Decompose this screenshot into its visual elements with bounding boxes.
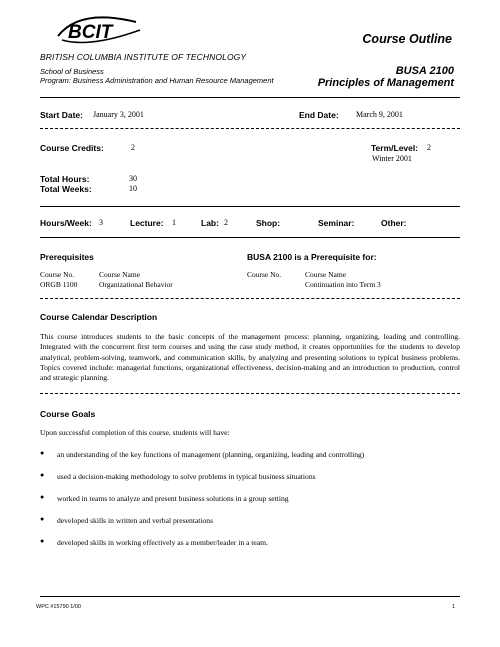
description-title: Course Calendar Description: [40, 312, 158, 322]
other-label: Other:: [381, 218, 407, 228]
description-divider: [40, 393, 460, 394]
page-number: 1: [452, 604, 456, 610]
total-weeks-value: 10: [129, 184, 137, 193]
prereq-col-name: Course Name: [99, 270, 141, 279]
goal-item: developed skills in working effectively as a member/leader in a team.: [57, 538, 268, 547]
prereq-course-name: Organizational Behavior: [99, 280, 173, 289]
start-date-value: January 3, 2001: [93, 110, 144, 119]
credits-value: 2: [131, 143, 135, 152]
goal-item: used a decision-making methodology to solve problems in typical business situations: [57, 472, 316, 481]
institute-name: BRITISH COLUMBIA INSTITUTE OF TECHNOLOGY: [40, 52, 247, 62]
description-text: This course introduces students to the basic concepts of the management process: planning, organizing, leading and controlling. Integrated with the concurrent first term courses and using the case study method, it creates opportunities for the students to develop analytical, problem-solving, teamwork, and communication skills, by analyzing and presenting solutions to typical business problems. Topics covered include: managerial functions, organizational effectiveness, decision-making and an introduction to production, control and strategic planning.: [40, 332, 460, 383]
total-hours-label: Total Hours:: [40, 174, 90, 184]
prereq-for-col-name: Course Name: [305, 270, 347, 279]
bullet-icon: ●: [40, 494, 45, 501]
prereq-divider: [40, 298, 460, 299]
footer-divider: [40, 596, 460, 597]
bcit-logo: [40, 12, 150, 52]
term-level-label: Term/Level:: [371, 143, 419, 153]
lab-value: 2: [224, 218, 228, 227]
document-type: Course Outline: [362, 32, 452, 46]
goals-title: Course Goals: [40, 409, 96, 419]
prereq-course-number: ORGB 1100: [40, 280, 78, 289]
prereq-for-course-name: Continuation into Term 3: [305, 280, 381, 289]
footer-code: WPC #15790 1/00: [36, 604, 81, 610]
header-divider: [40, 97, 460, 98]
bullet-icon: ●: [40, 516, 45, 523]
term-season: Winter 2001: [372, 154, 412, 163]
goal-item: developed skills in written and verbal presentations: [57, 516, 214, 525]
goal-item: an understanding of the key functions of management (planning, organizing, leading and controlling): [57, 450, 365, 459]
course-title: Principles of Management: [317, 77, 454, 89]
total-hours-value: 30: [129, 174, 137, 183]
week-divider: [40, 237, 460, 238]
school-name: School of Business: [40, 67, 104, 76]
goals-intro: Upon successful completion of this course, students will have:: [40, 428, 230, 437]
bullet-icon: ●: [40, 450, 45, 457]
term-level-value: 2: [427, 143, 431, 152]
bullet-icon: ●: [40, 538, 45, 545]
logo-text: BCIT: [68, 22, 113, 43]
program-name: Program: Business Administration and Human Resource Management: [40, 76, 274, 85]
end-date-label: End Date:: [299, 110, 339, 120]
prereq-for-col-number: Course No.: [247, 270, 282, 279]
lecture-value: 1: [172, 218, 176, 227]
start-date-label: Start Date:: [40, 110, 83, 120]
shop-label: Shop:: [256, 218, 281, 228]
totals-divider: [40, 206, 460, 207]
total-weeks-label: Total Weeks:: [40, 184, 92, 194]
prereq-col-number: Course No.: [40, 270, 75, 279]
dates-divider: [40, 128, 460, 129]
bullet-icon: ●: [40, 472, 45, 479]
prerequisite-for-title: BUSA 2100 is a Prerequisite for:: [247, 252, 377, 262]
credits-label: Course Credits:: [40, 143, 104, 153]
lecture-label: Lecture:: [130, 218, 164, 228]
lab-label: Lab:: [201, 218, 219, 228]
hours-week-value: 3: [99, 218, 103, 227]
course-code: BUSA 2100: [395, 65, 454, 77]
goal-item: worked in teams to analyze and present business solutions in a group setting: [57, 494, 289, 503]
hours-week-label: Hours/Week:: [40, 218, 92, 228]
seminar-label: Seminar:: [318, 218, 355, 228]
end-date-value: March 9, 2001: [356, 110, 403, 119]
prerequisites-title: Prerequisites: [40, 252, 94, 262]
